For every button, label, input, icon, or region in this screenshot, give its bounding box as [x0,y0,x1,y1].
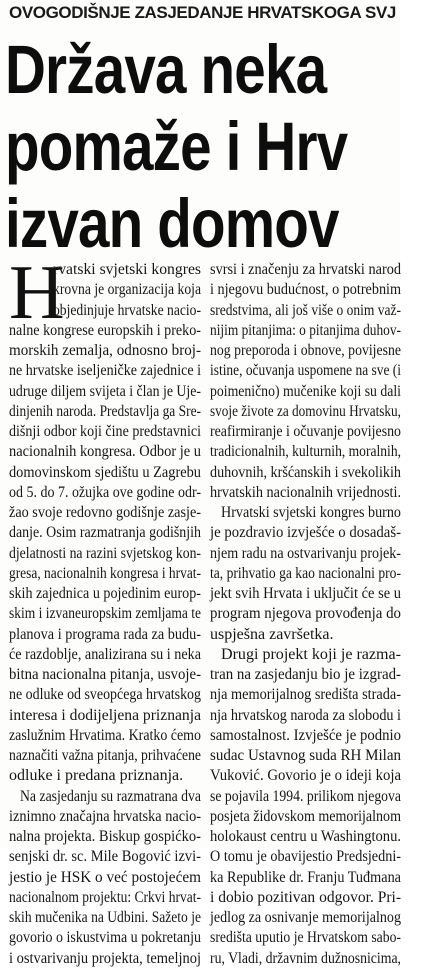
article-line: gresa, nacionalnih kongresa i hrvat- [9,564,201,582]
article-line: žao svoje redovno godišnje zasje- [9,504,201,521]
article-line: tran na zasjedanju bio je izgrad- [210,666,401,683]
article-line: nog preporoda i obnove, povijesne [210,342,401,359]
article-line: planova i programa rada za budu- [9,625,201,643]
article-line: Na zasjedanju su razmatrana dva [20,787,201,805]
article-line: objedinjuje hrvatske nacio- [53,301,201,319]
article-line: govorio o iskustvima u pokretanju [9,929,201,947]
article-line: središta uputio je Hrvatskom sabo- [210,929,401,947]
article-line: njem radu na ostvarivanju projek- [210,544,401,562]
article-line: domovinskom sjedištu u Zagrebu [9,463,201,481]
article-line: interesa i dodijeljena priznanja [9,706,201,724]
article-line: od 5. do 7. ožujka ove godine odr- [9,483,201,501]
article-line: program njegova provođenja do [210,605,401,623]
article-line: reafirmiranje i očuvanje povijesno [210,423,401,440]
article-line: danje. Osim razmatranja godišnjih [9,524,201,542]
article-line: nalna projekta. Biskup gospićko- [9,828,201,845]
article-line: zaslužnim Hrvatima. Kratko ćemo [9,726,201,744]
article-line: ne odluke od sveopćega hrvatskog [9,686,201,704]
article-line: ne hrvatske iseljeničke zajednice i [9,362,201,380]
article-line: senjski dr. sc. Mile Bogović izvi- [9,848,201,866]
main-headline [5,31,347,262]
article-line: sudac Ustavnog suda RH Milan [210,747,401,764]
article-line: ru, Vladi, državnim dužnosnicima, [210,949,401,967]
article-line: tradicionalnih, kulturnih, moralnih, [210,443,401,461]
article-line: naznačiti važna pitanja, prihvaćene [9,747,201,764]
article-line: i ostvarivanju projekta, temeljnoj [9,949,201,967]
article-line: jedlog za osnivanje memorijalnog [210,909,401,926]
article-line: nacionalnih kongresa. Odbor je u [9,443,201,461]
article-line: nja memorijalnog središta strada- [210,686,401,704]
article-line: posjeta židovskom memorijalnom [210,807,401,825]
article-line: krovna je organizacija koja [53,281,201,299]
article-line: dišnji odbor koji čine predstavnici [9,423,201,440]
headline-line-3: izvan domov [5,185,339,262]
article-column-right [210,260,401,969]
article-line: Hrvatski svjetski kongres burno [221,504,401,521]
article-line: Drugi projekt koji je razma- [221,645,401,663]
article-line: nalne kongrese europskih i prekо- [9,321,201,339]
article-line: i njegovu budućnost, o potrebnim [210,281,401,299]
article-line: ta, prihvatio ga kao nacionalni pro- [210,564,401,582]
article-line: bitna nacionalna pitanja, usvoje- [9,666,201,683]
article-line: svoje živote za domovinu Hrvatsku, [210,402,401,420]
article-line: sredstvima, ali još više o onim važ- [210,301,401,319]
article-line: Vuković. Govorio je o ideji koja [210,767,401,785]
article-line: iznimno značajna hrvatska nacio- [9,807,201,825]
article-line: skim i izvaneuropskim zemljama te [9,605,201,623]
kicker-headline: OVOGODIŠNJE ZASJEDANJE HRVATSKOGA SVJ [9,3,396,22]
article-line: nja hrvatskog naroda za slobodu i [210,706,401,724]
headline-line-1: Država neka [5,31,327,108]
article-line: jestio je HSK o već postojećem [9,868,201,886]
article-line: se pojavila 1994. prilikom njegova [210,787,401,805]
article-line: hrvatskih nacionalnih vrijednosti. [210,483,401,501]
article-line: nijim pitanjima: o pitanjima duhov- [210,321,401,339]
article-line: morskih zemalja, odnosno broj- [9,342,201,359]
article-column-left [9,249,201,969]
article-line: holokaust centru u Washingtonu. [210,828,401,845]
article-line: nacionalnom projektu: Crkvi hrvat- [9,888,201,906]
article-line: O tomu je obavijestio Predsjedni- [210,848,401,866]
article-line: udruge diljem svijeta i član je Uje- [9,382,201,400]
article-line: poimenično) mučenike koji su dali [210,382,401,400]
article-line: dinjenih naroda. Predstavlja ga Sre- [9,402,201,420]
article-line: duhovnih, kršćanskih i svekolikih [210,463,401,481]
article-line: uspješna završetka. [210,625,334,643]
article-line: je pozdravio izvješće o dosadaš- [210,524,401,542]
article-line: odluke i predana priznanja. [9,767,184,785]
article-line: samostalnost. Izvješće je podnio [210,726,401,744]
article-line: skih mučenika na Udbini. Sažeto je [9,909,201,926]
article-line: istine, očuvanja uspomene na sve (i [210,362,401,380]
article-line: jekt svih Hrvata i uključit će se u [210,585,401,602]
headline-line-2: pomaže i Hrv [5,108,348,185]
article-line: ka Republike dr. Franju Tuđmana [210,868,401,886]
article-line: i dobio pozitivan odgovor. Pri- [210,888,401,906]
article-line: svrsi i značenju za hrvatski narod [210,261,401,278]
drop-cap: H [9,249,65,335]
article-line: skih zajednica u pojedinim europ- [9,585,201,602]
article-line: djelatnosti na razini svjetskog kon- [9,544,201,562]
article-line: rvatski svjetski kongres [53,261,201,278]
article-line: će razdoblje, analizirana su i neka [9,645,201,663]
